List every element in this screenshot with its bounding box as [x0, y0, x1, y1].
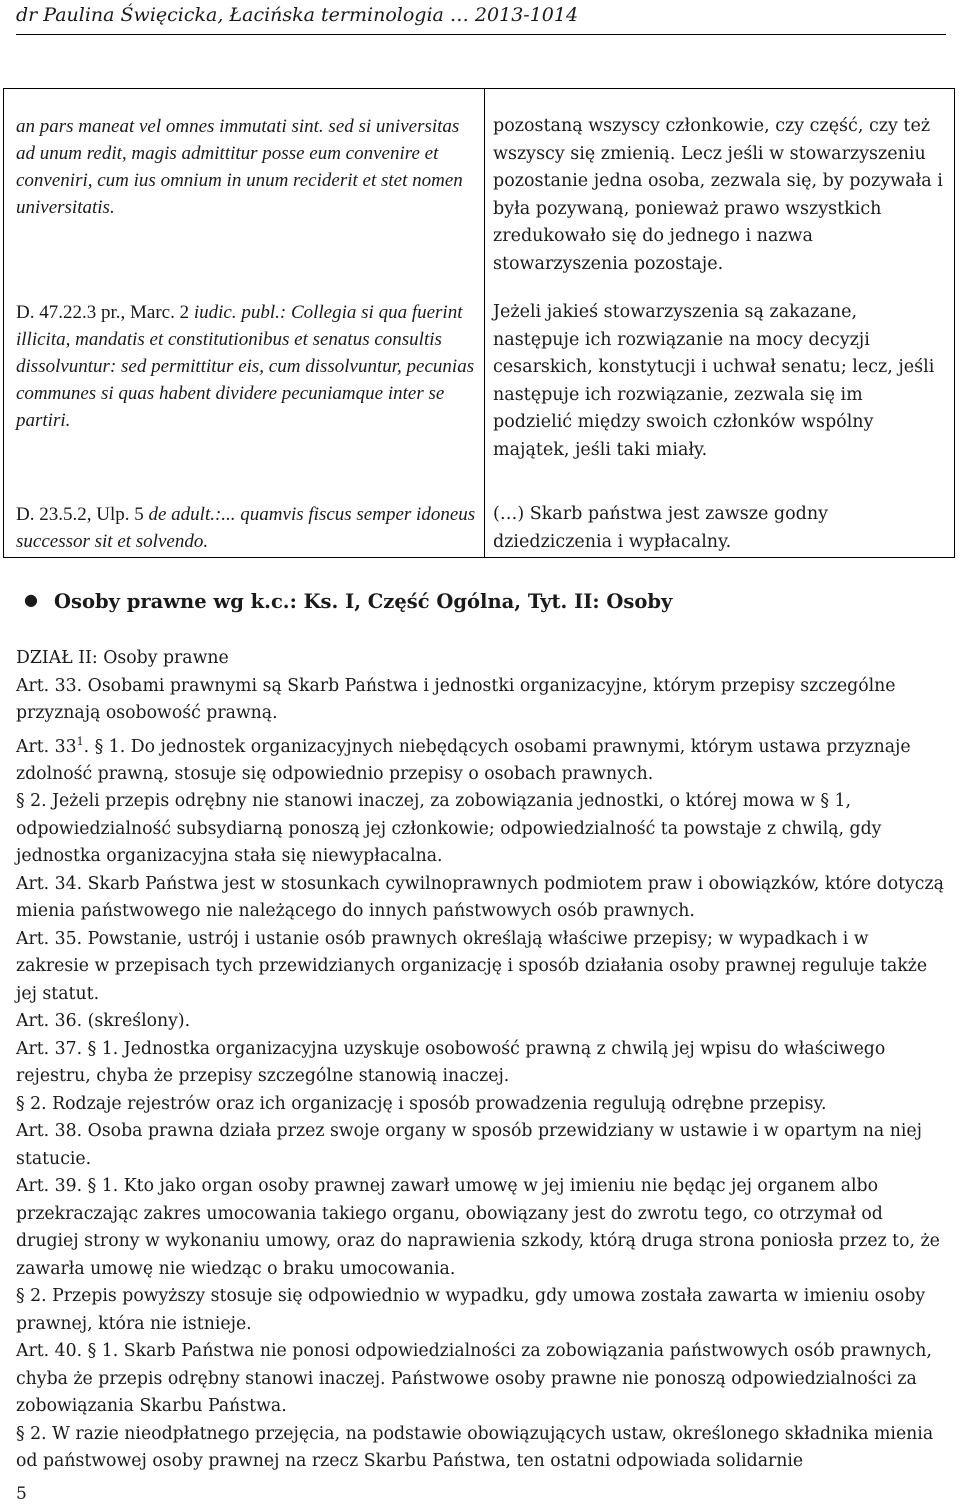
- section-bullet: [24, 590, 673, 613]
- latin-paragraph-2: [16, 299, 476, 434]
- art-39-par-2: § 2. Przepis powyższy stosuje się odpowiednio w wypadku, gdy umowa została zawarta w imieniu osoby prawnej, która nie istnieje.: [16, 1286, 926, 1334]
- art-34: Art. 34. Skarb Państwa jest w stosunkach cywilnoprawnych podmiotem praw i obowiązków, które dotyczą mienia państwowego nie należącego do innych państwowych osób prawnych.: [16, 873, 944, 922]
- bullet-heading: Osoby prawne wg k.c.: Ks. I, Część Ogólna, Tyt. II: Osoby: [54, 590, 673, 613]
- latin-text-3: :... quamvis fiscus semper idoneus successor sit et solvendo.: [16, 504, 476, 552]
- art-33-1: [16, 728, 946, 789]
- latin-paragraph-3: [16, 501, 476, 555]
- page-header: dr Paulina Święcicka, Łacińska terminologia … 2013-1014: [16, 4, 946, 35]
- polish-row-2: [493, 299, 943, 464]
- art-35: Art. 35. Powstanie, ustrój i ustanie osób prawnych określają właściwe przepisy; w wypadkach i w zakresie w przepisach tych przewidzianych organizację i sposób działania osoby prawnej reguluje także jej statut.: [16, 928, 928, 1004]
- latin-citation-2: D. 47.22.3 pr., Marc. 2: [16, 302, 190, 323]
- latin-row-2: [16, 299, 476, 434]
- column-divider: [484, 89, 485, 557]
- polish-paragraph-2: Jeżeli jakieś stowarzyszenia są zakazane, następuje ich rozwiązanie na mocy decyzji cesarskich, konstytucji i uchwał senatu; lecz, jeśli następuje ich rozwiązanie, zezwala się im podzielić między swoich członków wspólny majątek, jeśli taki miały.: [493, 302, 935, 460]
- legal-text: [16, 645, 946, 1476]
- translation-table: [3, 88, 955, 558]
- polish-row-3: [493, 501, 943, 556]
- art-39-par-1: Art. 39. § 1. Kto jako organ osoby prawnej zawarł umowę w jej imieniu nie będąc jej organem albo przekraczając zakres umocowania takiego organu, obowiązany jest do zwrotu tego, co otrzymał od drugiej strony w wykonaniu umowy, oraz do naprawienia szkody, którą druga strona poniosła przez to, że zawarła umowę nie wiedząc o braku umocowania.: [16, 1176, 940, 1279]
- art-37-par-2: § 2. Rodzaje rejestrów oraz ich organizację i sposób prowadzenia regulują odrębne przepisy.: [16, 1093, 827, 1114]
- page-number: 5: [16, 1484, 27, 1504]
- art-40-par-1: Art. 40. § 1. Skarb Państwa nie ponosi odpowiedzialności za zobowiązania państwowych osób prawnych, chyba że przepis odrębny stanowi inaczej. Państwowe osoby prawne nie ponoszą odpowiedzialności za zobowiązania Skarbu Państwa.: [16, 1341, 932, 1417]
- art-36: Art. 36. (skreślony).: [16, 1011, 191, 1032]
- art-33: Art. 33. Osobami prawnymi są Skarb Państwa i jednostki organizacyjne, którym przepisy szczególne przyznają osobowość prawną.: [16, 675, 896, 723]
- latin-citation-3-italic: de adult.: [148, 504, 215, 525]
- art-38: Art. 38. Osoba prawna działa przez swoje organy w sposób przewidziany w ustawie i w opartym na niej statucie.: [16, 1121, 922, 1169]
- art-33-1-par-2: § 2. Jeżeli przepis odrębny nie stanowi inaczej, za zobowiązania jednostki, o której mowa w § 1, odpowiedzialność subsydiarną ponoszą jej członkowie; odpowiedzialność ta powstaje z chwilą, gdy jednostka organizacyjna stała się niewypłacalna.: [16, 791, 882, 867]
- latin-citation-2-italic: iudic. publ.: [193, 302, 280, 323]
- art-37-par-1: Art. 37. § 1. Jednostka organizacyjna uzyskuje osobowość prawną z chwilą jej wpisu do właściwego rejestru, chyba że przepisy szczególne stanowią inaczej.: [16, 1038, 886, 1087]
- polish-column: [493, 113, 943, 278]
- latin-paragraph-1: an pars maneat vel omnes immutati sint. sed si universitas ad unum redit, magis admittitur posse eum convenire et conveniri, cum ius omnium in unum reciderit et stet nomen universitatis.: [16, 116, 463, 218]
- latin-column: [16, 113, 476, 221]
- latin-row-3: [16, 501, 476, 555]
- latin-text-2: : Collegia si qua fuerint illicita, mandatis et constitutionibus et senatus consultis dissolvuntur: sed permittitur eis, cum dissolvuntur, pecunias communes si quas habent dividere pecuniamque inter se partiri.: [16, 302, 475, 431]
- polish-paragraph-1: pozostaną wszyscy członkowie, czy część, czy też wszyscy się zmienią. Lecz jeśli w stowarzyszeniu pozostanie jedna osoba, zezwala się, by pozywała i była pozywaną, ponieważ prawo wszystkich zredukowało się do jednego i nazwa stowarzyszenia pozostaje.: [493, 116, 943, 274]
- art-33-1-text: . § 1. Do jednostek organizacyjnych niebędących osobami prawnymi, którym ustawa przyznaje zdolność prawną, stosuje się odpowiednio przepisy o osobach prawnych.: [16, 736, 911, 784]
- dzial-heading: DZIAŁ II: Osoby prawne: [16, 648, 229, 668]
- art-33-1-prefix: Art. 33: [16, 736, 77, 757]
- latin-citation-3: D. 23.5.2, Ulp. 5: [16, 504, 144, 525]
- art-33-1-sup: 1: [76, 734, 84, 748]
- polish-paragraph-3: (…) Skarb państwa jest zawsze godny dziedziczenia i wypłacalny.: [493, 504, 828, 552]
- art-40-par-2: § 2. W razie nieodpłatnego przejęcia, na podstawie obowiązujących ustaw, określonego składnika mienia od państwowej osoby prawnej na rzecz Skarbu Państwa, ten ostatni odpowiada solidarnie: [16, 1423, 934, 1472]
- bullet-icon: ●: [24, 590, 38, 609]
